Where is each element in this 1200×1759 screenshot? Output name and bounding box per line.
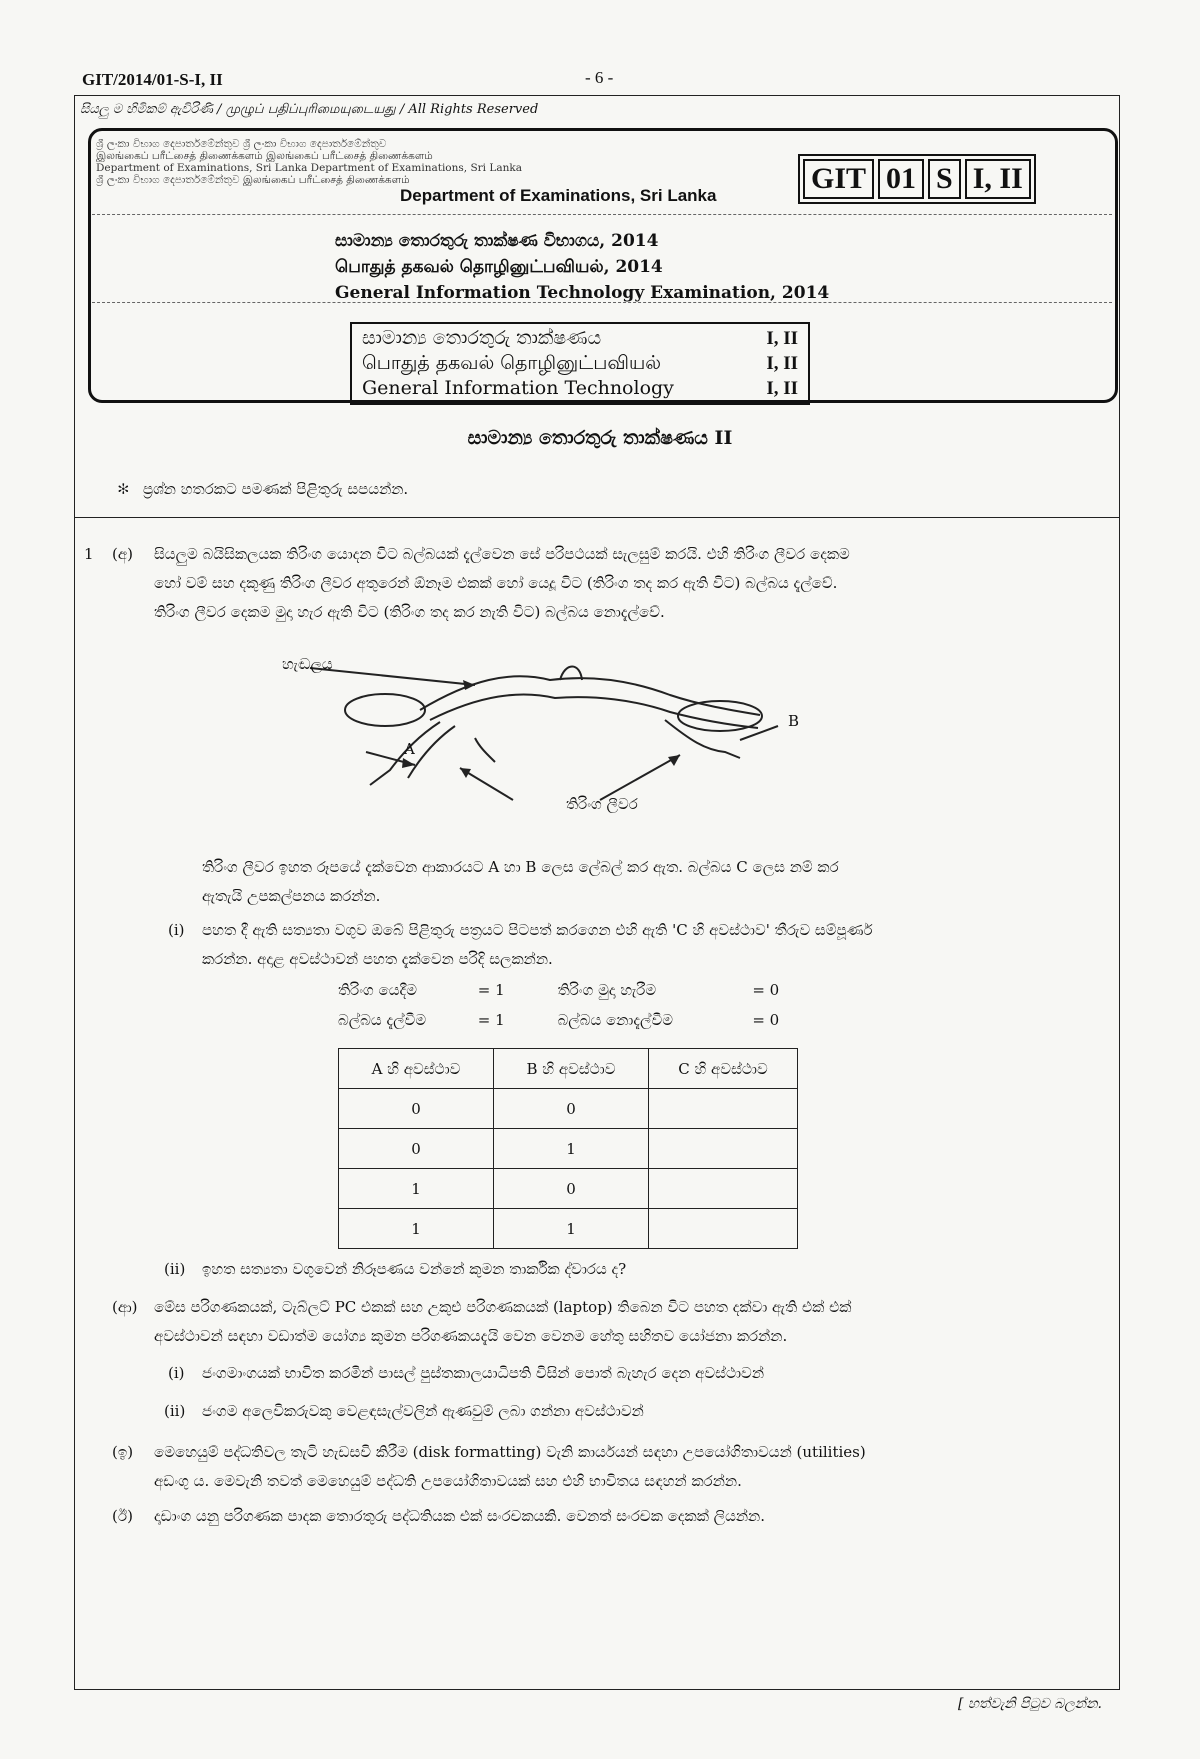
part-label: (ඉ) [112, 1443, 134, 1461]
department-line: ශ්‍රී ලංකා විභාග දෙපාර්තමේන්තුව இலங்கைப் பரீட்சைத் திணைக்களம் [96, 174, 410, 186]
column-header: B හි අවස්ථාව [494, 1049, 649, 1089]
handlebar-figure [270, 640, 830, 820]
question-text: දෘඩාංග යනු පරිගණක පාදක තොරතුරු පද්ධතියක එක් සංරචකයකි. වෙනත් සංරචක දෙකක් ලියන්න. [154, 1507, 766, 1525]
state-legend: තිරිංග යෙදීම = 1 තිරිංග මුදා හැරීම = 0 බල්බය දැල්වීම = 1 බල්බය නොදැල්වීම = 0 [338, 981, 780, 1029]
page-number: - 6 - [585, 68, 614, 87]
department-lines [96, 138, 796, 186]
exam-title-block [335, 228, 829, 306]
question-number: 1 [84, 545, 94, 563]
exam-title-english: General Information Technology Examination, 2014 [335, 283, 830, 303]
code-box: S [928, 159, 961, 199]
department-line: ශ්‍රී ලංකා විභාග දෙපාර්තමේන්තුව ශ්‍රී ලංකා විභාග දෙපාර්තමේන්තුව [96, 138, 387, 150]
question-text: ඉහත සත්‍යතා වගුවෙන් නිරූපණය වන්නේ කුමන තාර්කික ද්වාරය ද? [202, 1260, 627, 1278]
part-label: (ii) [164, 1260, 186, 1278]
code-box: GIT [803, 159, 874, 199]
question-text: සියලුම බයිසිකලයක තිරිංග යොදන විට බල්බයක් දැල්වෙන සේ පරිපථයක් සැලසුම් කරයි. එහි තිරිංග ලීවර දෙකම හෝ වම් සහ දකුණු තිරිංග ලීවර අතුරෙන් ඕනෑම එකක් හෝ යෙදූ විට (තිරිංග තද කර ඇති විට) බල්බය දැල්වේ. තිරිංග ලීවර දෙකම මුදා හැර ඇති විට (තිරිංග තද කර නැති විට) බල්බය නොදැල්වේ. [154, 545, 850, 621]
section-separator [74, 517, 1120, 518]
table-header-row [339, 1049, 798, 1089]
column-header: A හි අවස්ථාව [339, 1049, 494, 1089]
figure-label-b: B [788, 712, 800, 730]
truth-table [338, 1048, 798, 1249]
column-header: C හි අවස්ථාව [649, 1049, 798, 1089]
table-row: 1 0 [339, 1169, 798, 1209]
part-label: (අ) [112, 545, 133, 563]
department-line: இலங்கைப் பரீட்சைத் திணைக்களம் இலங்கைப் பரீட்சைத் திணைக்களம் [96, 150, 433, 162]
part-label: (i) [168, 1364, 185, 1382]
question-text: මේස පරිගණකයක්, ටැබ්ලට් PC එකක් සහ උකුළු පරිගණකයක් (laptop) තිබෙන විට පහත දක්වා ඇති එක් එක් අවස්ථාවන් සඳහා වඩාත්ම යෝග්‍ය කුමන පරිගණකයදැයි වෙන වෙනම හේතු සහිතව යෝජනා කරන්න. [154, 1298, 852, 1345]
see-next-page: [ හත්වැනි පිටුව බලන්න. [957, 1696, 1102, 1712]
rights-reserved: සියලු ම හිමිකම් ඇවිරිණි / முழுப் பதிப்புரிமையுடையது / All Rights Reserved [80, 102, 539, 117]
table-row: 0 1 [339, 1129, 798, 1169]
question-text: ජංගම අලෙවිකරුවකු වෙළඳසැල්වලින් ඇණවුම් ලබා ගන්නා අවස්ථාවන් [202, 1402, 644, 1420]
figure-label-handle: හැඬලය [282, 655, 333, 673]
subject-row: General Information Technology I, II [362, 377, 798, 399]
figure-label-lever: තිරිංග ලීවර [566, 795, 638, 813]
question-text: මෙහෙයුම් පද්ධතිවල තැටි හැඩසවි කිරීම (disk formatting) වැනි කාර්යයන් සඳහා උපයෝගිතාවයන් (utilities) අඩංගු ය. මෙවැනි තවත් මෙහෙයුම් පද්ධති උපයෝගිතාවයක් සහ එහි භාවිතය සඳහන් කරන්න. [154, 1443, 866, 1490]
code-box: 01 [878, 159, 924, 199]
department-name: Department of Examinations, Sri Lanka [400, 186, 717, 205]
subject-code-boxes [798, 154, 1036, 204]
left-grip [345, 694, 425, 726]
instruction: ✻ ප්‍රශ්න හතරකට පමණක් පිළිතුරු සපයන්න. [118, 480, 409, 498]
part-label: (ඊ) [112, 1507, 133, 1525]
star-icon: ✻ [118, 480, 129, 498]
divider [92, 214, 1112, 215]
right-grip [678, 701, 762, 731]
subject-row: සාමාන්‍ය තොරතුරු තාක්ෂණය I, II [362, 327, 798, 349]
table-row: 1 1 [339, 1209, 798, 1249]
paper-title: සාමාන්‍ය තොරතුරු තාක්ෂණය II [467, 427, 733, 449]
paper-code: GIT/2014/01-S-I, II [82, 70, 223, 89]
lever-b [665, 720, 740, 758]
subject-box [350, 322, 810, 405]
table-row: 0 0 [339, 1089, 798, 1129]
question-text: පහත දී ඇති සත්‍යතා වගුව ඔබේ පිළිතුරු පත්‍රයට පිටපත් කරගෙන එහි ඇති 'C හි අවස්ථාව' තීරුව සම්පූර්ණ කරන්න. අදාළ අවස්ථාවන් පහත දැක්වෙන පරිදි සලකන්න. [202, 921, 873, 968]
part-label: (ආ) [112, 1298, 138, 1316]
exam-title-tamil: பொதுத் தகவல் தொழினுட்பவியல், 2014 [335, 257, 663, 277]
part-label: (i) [168, 921, 185, 939]
exam-title-sinhala: සාමාන්‍ය තොරතුරු තාක්ෂණ විභාගය, 2014 [335, 231, 659, 251]
part-label: (ii) [164, 1402, 186, 1420]
question-text: තිරිංග ලීවර ඉහත රූපයේ දැක්වෙන ආකාරයට A හා B ලෙස ලේබල් කර ඇත. බල්බය C ලෙස නම් කර ඇතැයි උපකල්පනය කරන්න. [202, 858, 839, 905]
subject-row: பொதுத் தகவல் தொழினுட்பவியல் I, II [362, 352, 798, 374]
department-line: Department of Examinations, Sri Lanka Department of Examinations, Sri Lanka [96, 162, 522, 174]
figure-label-a: A [404, 740, 415, 758]
code-box: I, II [965, 159, 1031, 199]
handlebar-shape [420, 676, 760, 715]
question-text: ජංගමාංගයක් භාවිත කරමින් පාසල් පුස්තකාලයාධිපති විසින් පොත් බැහැර දෙන අවස්ථාවන් [202, 1364, 765, 1382]
